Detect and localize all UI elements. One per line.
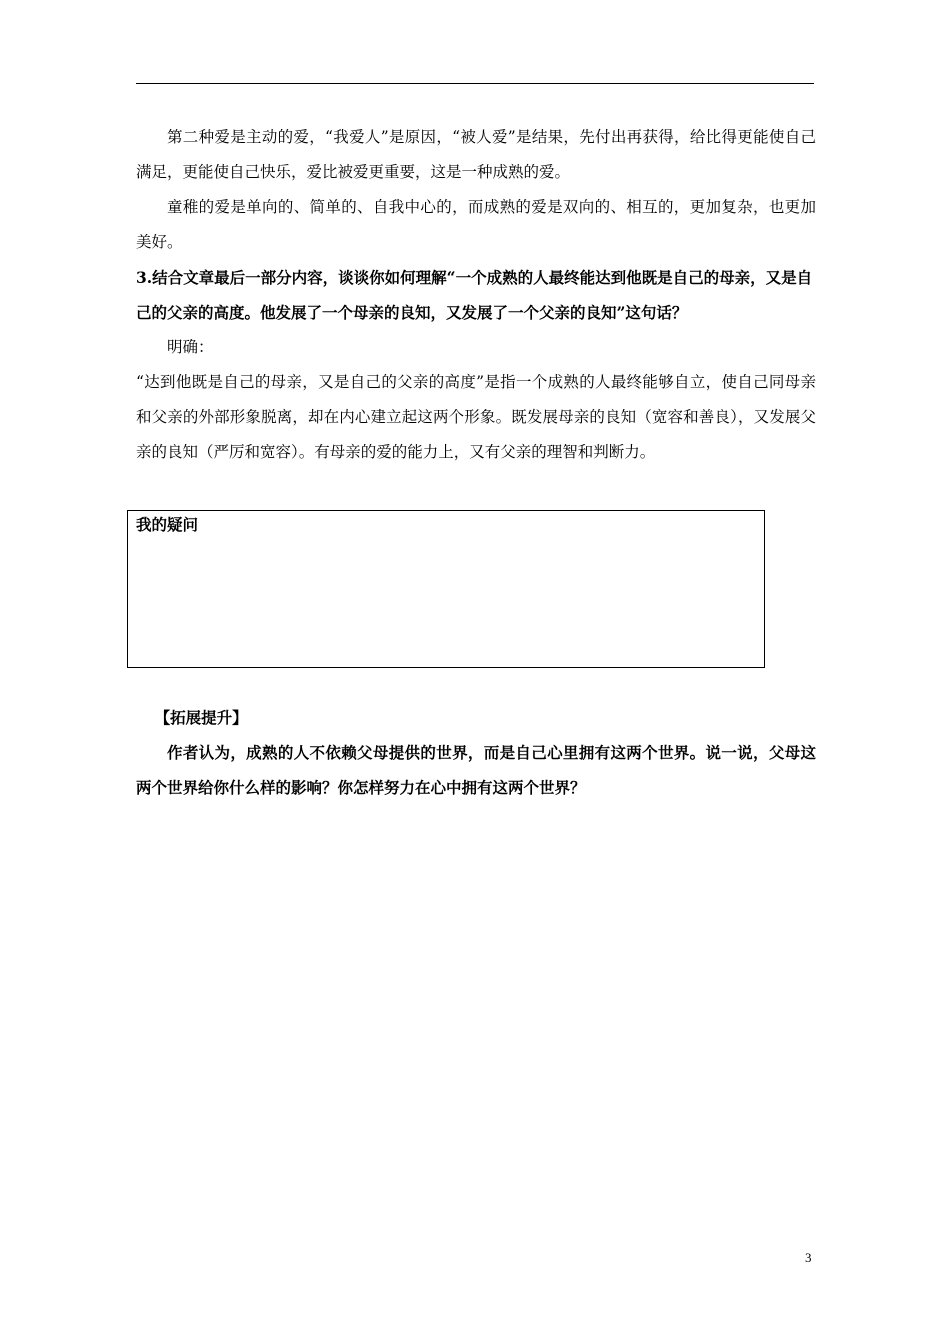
- main-content: [136, 120, 816, 470]
- paragraph-mature-love: 童稚的爱是单向的、简单的、自我中心的，而成熟的爱是双向的、相互的，更加复杂，也更加美好。: [136, 198, 816, 251]
- extension-question: 作者认为，成熟的人不依赖父母提供的世界，而是自己心里拥有这两个世界。说一说，父母这两个世界给你什么样的影响？你怎样努力在心中拥有这两个世界？: [136, 743, 816, 797]
- my-questions-box[interactable]: [127, 510, 765, 668]
- extension-section: [136, 700, 816, 805]
- answer-text: “达到他既是自己的母亲，又是自己的父亲的高度”是指一个成熟的人最终能够自立，使自己同母亲和父亲的外部形象脱离，却在内心建立起这两个形象。既发展母亲的良知（宽容和善良），又发展父亲的良知（严厉和宽容）。有母亲的爱的能力上，又有父亲的理智和判断力。: [136, 373, 816, 461]
- page-number: 3: [805, 1250, 812, 1265]
- header-rule: [136, 83, 814, 84]
- extension-heading: 【拓展提升】: [154, 708, 248, 727]
- my-questions-title: 我的疑问: [136, 516, 199, 534]
- question-3: 3.结合文章最后一部分内容，谈谈你如何理解“一个成熟的人最终能达到他既是自己的母亲，又是自己的父亲的高度。他发展了一个母亲的良知，又发展了一个父亲的良知”这句话？: [136, 268, 813, 322]
- paragraph-active-love: 第二种爱是主动的爱，“我爱人”是原因，“被人爱”是结果，先付出再获得，给比得更能使自己满足，更能使自己快乐，爱比被爱更重要，这是一种成熟的爱。: [136, 128, 816, 181]
- answer-label: 明确：: [167, 338, 214, 356]
